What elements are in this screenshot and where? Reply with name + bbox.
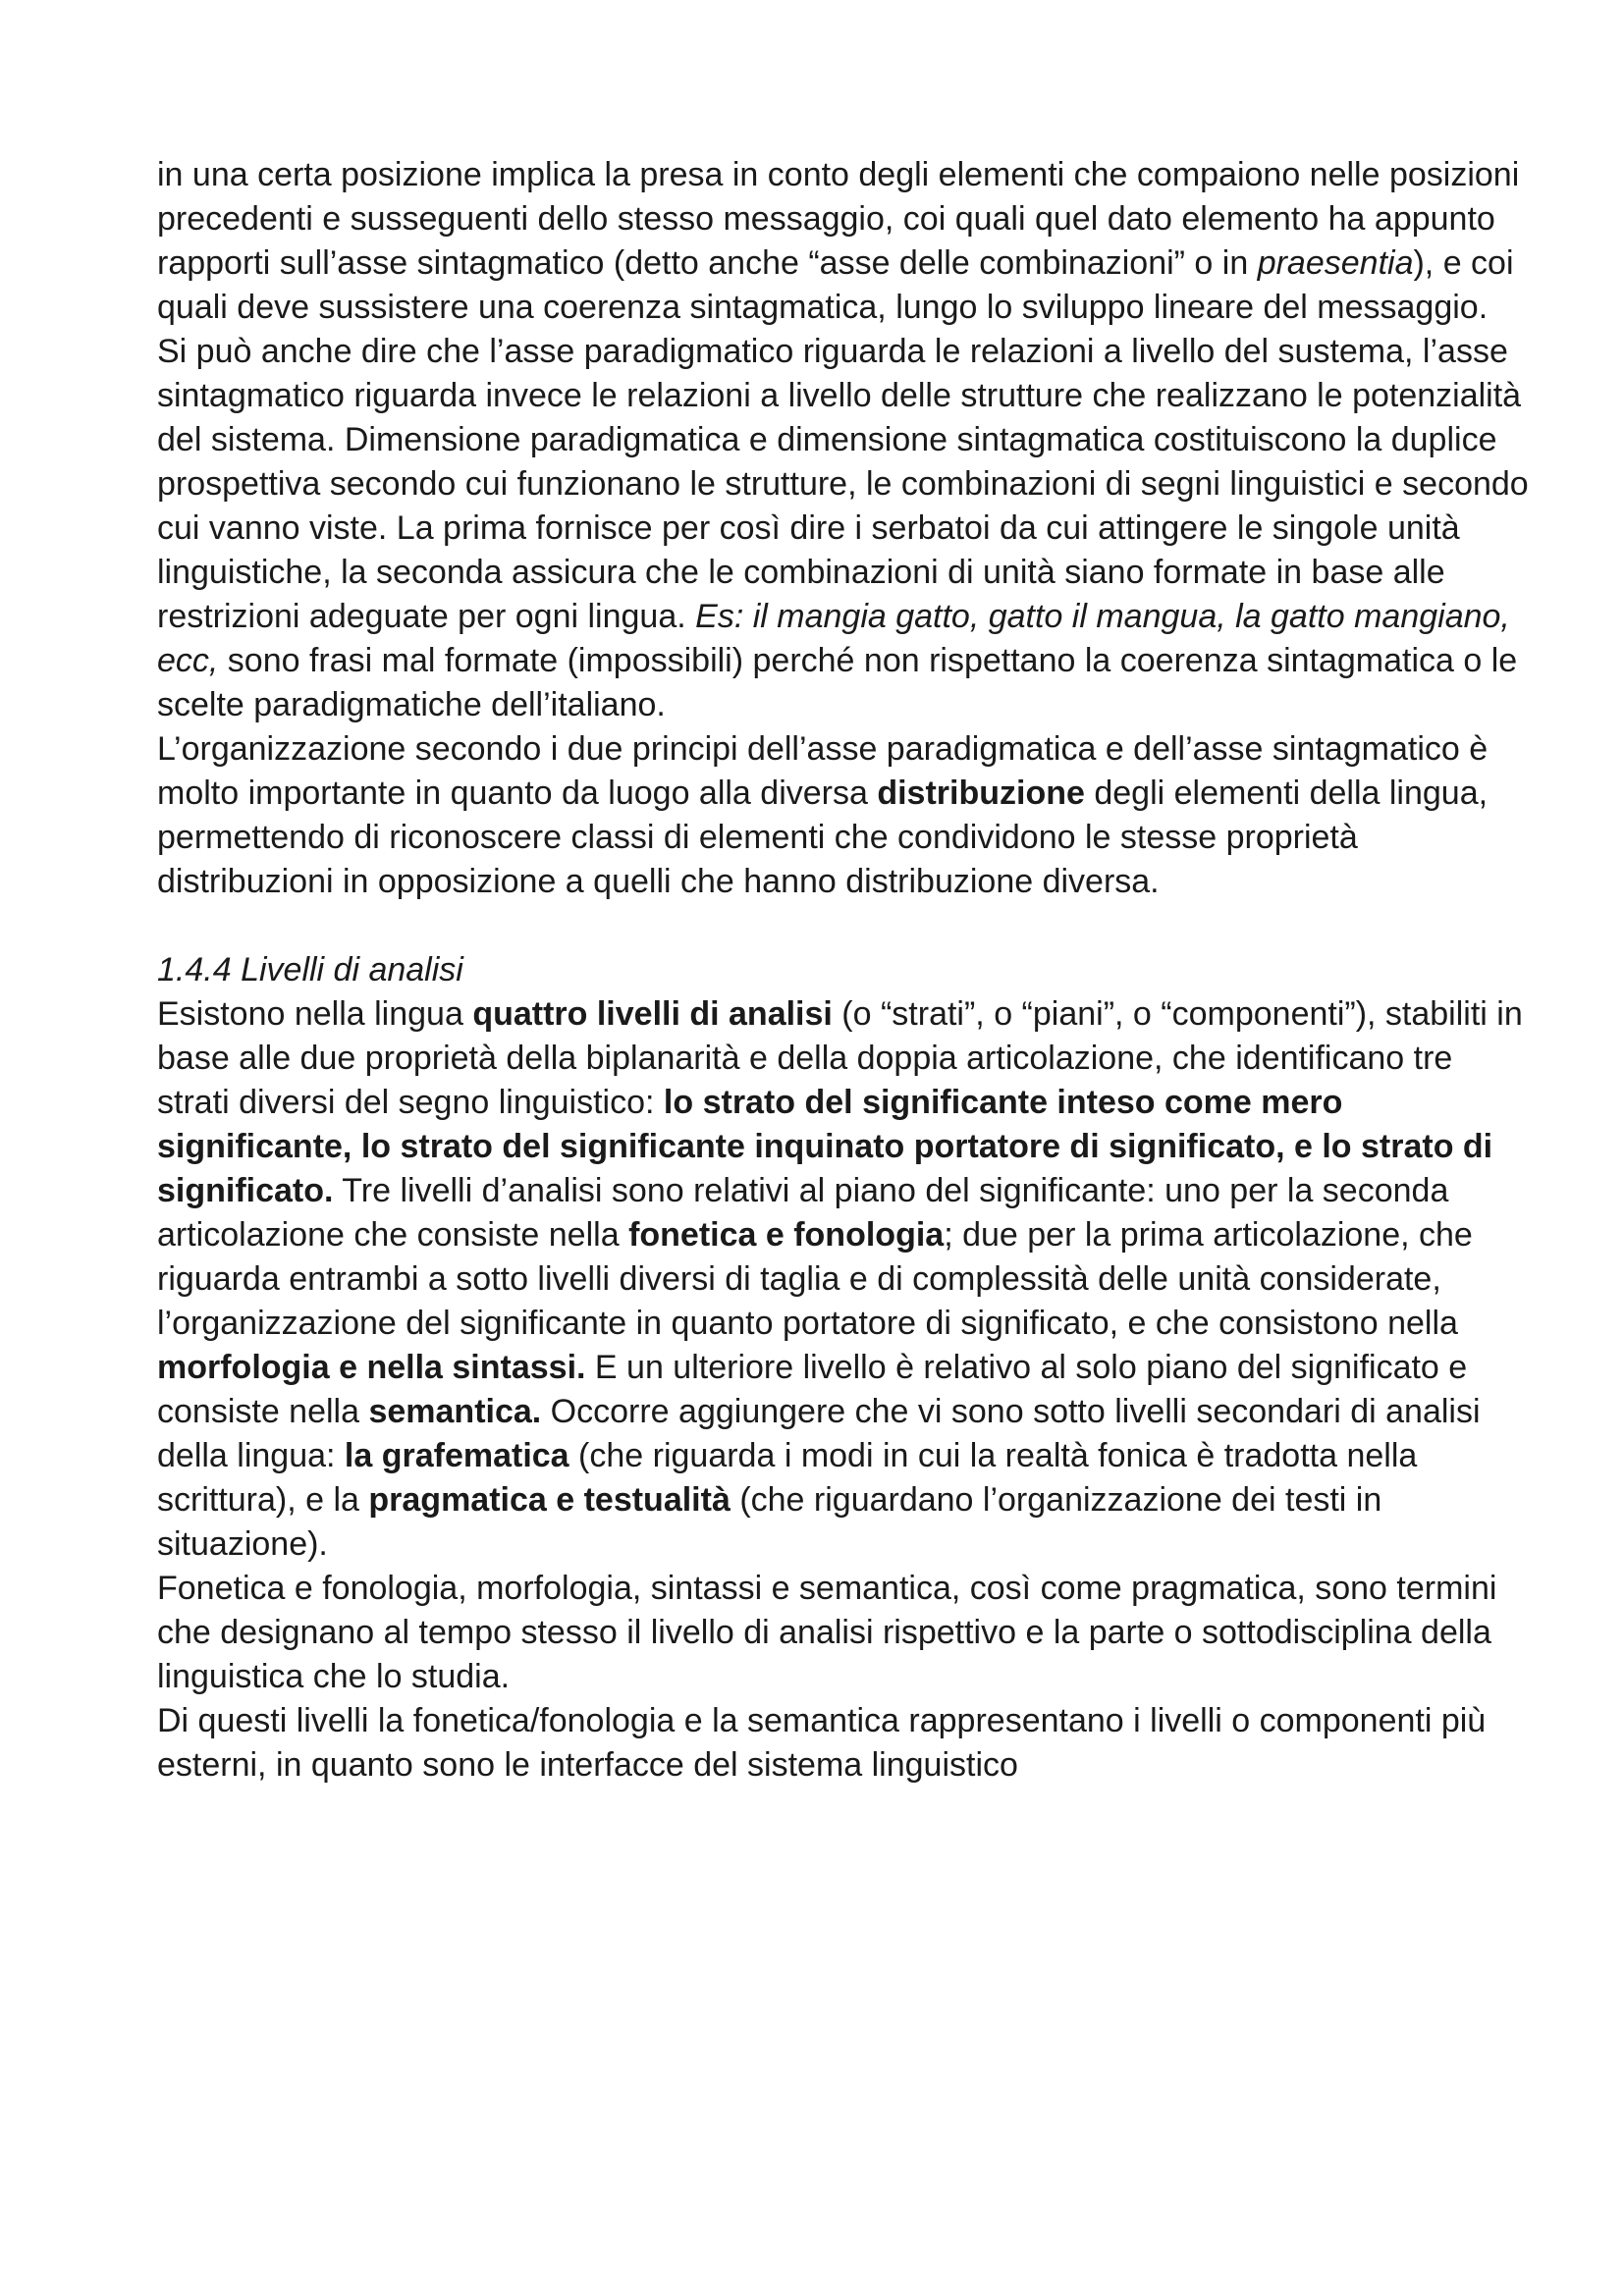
bold-term: distribuzione [877, 774, 1085, 812]
section-heading: 1.4.4 Livelli di analisi [157, 951, 463, 988]
document-page [157, 153, 1532, 1788]
paragraph-external-components: Di questi livelli la fonetica/fonologia e la semantica rappresentano i livelli o componenti più esterni, in quanto sono le interfacce del sistema linguistico [157, 1702, 1487, 1784]
bold-term: quattro livelli di analisi [472, 995, 833, 1033]
bold-term: fonetica e fonologia [628, 1216, 945, 1254]
bold-term: lo strato del significante inteso come mero significante, lo strato del significante inquinato portatore di significato, e lo strato di significato. [157, 1084, 1493, 1209]
bold-term: pragmatica e testualità [368, 1481, 731, 1519]
bold-term: semantica. [368, 1393, 542, 1430]
italic-term: praesentia [1257, 244, 1414, 282]
bold-term: morfologia e nella sintassi. [157, 1349, 586, 1386]
paragraph-axes-comparison: Si può anche dire che l’asse paradigmatico riguarda le relazioni a livello del sustema, l’asse sintagmatico riguarda invece le relazioni a livello delle strutture che realizzano le potenzialità del sistema. Dimensione paradigmatica e dimensione sintagmatica costituiscono la duplice prospettiva secondo cui funzionano le strutture, le combinazioni di segni linguistici e secondo cui vanno viste. La prima fornisce per così dire i serbatoi da cui attingere le singole unità linguistiche, la seconda assicura che le combinazioni di unità siano formate in base alle restrizioni adeguate per ogni lingua. Es: il mangia gatto, gatto il mangua, la gatto mangiano, ecc, sono frasi mal formate (impossibili) perché non rispettano la coerenza sintagmatica o le scelte paradigmatiche dell’italiano. [157, 333, 1529, 723]
bold-term: la grafematica [344, 1437, 569, 1474]
paragraph-distribution: L’organizzazione secondo i due principi dell’asse paradigmatica e dell’asse sintagmatico è molto importante in quanto da luogo alla diversa distribuzione degli elementi della lingua, permettendo di riconoscere classi di elementi che condividono le stesse proprietà distribuzioni in opposizione a quelli che hanno distribuzione diversa. [157, 730, 1489, 900]
paragraph-terms-definition: Fonetica e fonologia, morfologia, sintassi e semantica, così come pragmatica, sono termini che designano al tempo stesso il livello di analisi rispettivo e la parte o sottodisciplina della linguistica che lo studia. [157, 1570, 1497, 1695]
paragraph-syntagmatic-axis: in una certa posizione implica la presa in conto degli elementi che compaiono nelle posizioni precedenti e susseguenti dello stesso messaggio, coi quali quel dato elemento ha appunto rapporti sull’asse sintagmatico (detto anche “asse delle combinazioni” o in praesentia), e coi quali deve sussistere una coerenza sintagmatica, lungo lo sviluppo lineare del messaggio. [157, 156, 1520, 326]
italic-example: Es: il mangia gatto, gatto il mangua, la gatto mangiano, ecc, [157, 598, 1510, 679]
paragraph-gap [157, 904, 1532, 948]
paragraph-analysis-levels: Esistono nella lingua quattro livelli di analisi (o “strati”, o “piani”, o “componenti”), stabiliti in base alle due proprietà della biplanarità e della doppia articolazione, che identificano tre strati diversi del segno linguistico: lo strato del significante inteso come mero significante, lo strato del significante inquinato portatore di significato, e lo strato di significato. Tre livelli d’analisi sono relativi al piano del significante: uno per la seconda articolazione che consiste nella fonetica e fonologia; due per la prima articolazione, che riguarda entrambi a sotto livelli diversi di taglia e di complessità delle unità considerate, l’organizzazione del significante in quanto portatore di significato, e che consistono nella morfologia e nella sintassi. E un ulteriore livello è relativo al solo piano del significato e consiste nella semantica. Occorre aggiungere che vi sono sotto livelli secondari di analisi della lingua: la grafematica (che riguarda i modi in cui la realtà fonica è tradotta nella scrittura), e la pragmatica e testualità (che riguardano l’organizzazione dei testi in situazione). [157, 995, 1523, 1563]
